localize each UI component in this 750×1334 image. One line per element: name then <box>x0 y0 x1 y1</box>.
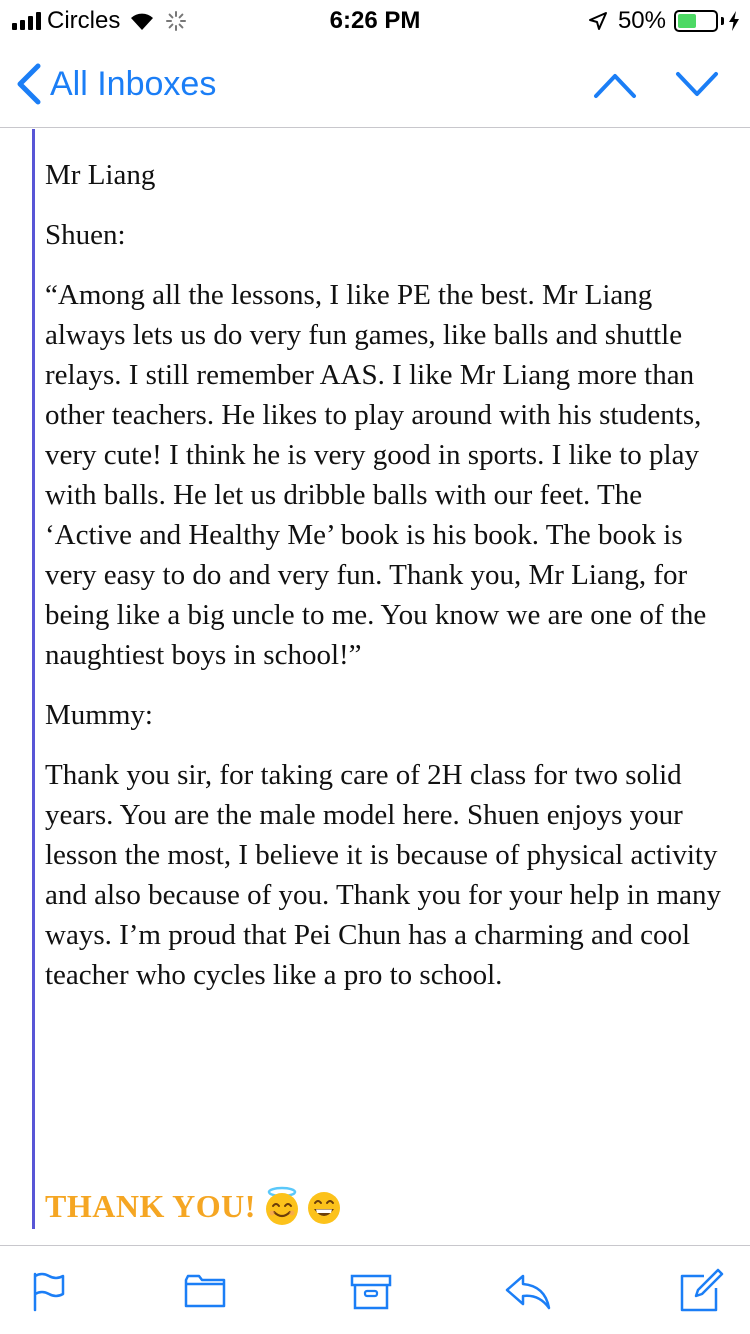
quote-bar <box>32 129 35 1229</box>
carrier-name: Circles <box>47 7 121 34</box>
smiling-face-with-halo-icon <box>262 1186 302 1226</box>
back-button[interactable] <box>14 62 216 106</box>
compose-icon <box>678 1268 724 1314</box>
reply-button[interactable] <box>505 1268 551 1314</box>
status-bar <box>0 0 750 40</box>
bottom-toolbar <box>0 1245 750 1334</box>
addressee: Mr Liang <box>45 159 156 191</box>
location-arrow-icon <box>588 11 608 31</box>
archive-button[interactable] <box>348 1268 394 1314</box>
navigation-bar <box>0 40 750 128</box>
battery-fill <box>678 14 696 28</box>
flag-button[interactable] <box>27 1268 73 1314</box>
folder-icon <box>182 1268 228 1314</box>
speaker-label-mummy: Mummy: <box>45 699 153 731</box>
mummy-paragraph: Thank you sir, for taking care of 2H class for two solid years. You are the male model here. Shuen enjoys your lesson the most, I believe it is because of physical activity and also because of you. Thank you for your help in many ways. I’m proud that Pei Chun has a charming and cool teacher who cycles like a pro to school. <box>45 759 721 991</box>
battery-icon <box>674 10 718 32</box>
chevron-up-icon[interactable] <box>590 64 640 104</box>
back-label: All Inboxes <box>50 64 217 103</box>
message-content[interactable] <box>0 129 750 1245</box>
flag-icon <box>27 1268 73 1314</box>
chevron-down-icon[interactable] <box>672 64 722 104</box>
archive-icon <box>348 1268 394 1314</box>
chevron-left-icon <box>14 62 42 106</box>
quote-paragraph: “Among all the lessons, I like PE the best. Mr Liang always lets us do very fun games, like balls and shuttle relays. I still remember AAS. I like Mr Liang more than other teachers. He likes to play around with his students, very cute! I think he is very good in sports. I like to play with balls. He let us dribble balls with our feet. The ‘Active and Healthy Me’ book is his book. The book is very easy to do and very fun. Thank you, Mr Liang, for being like a big uncle to me. You know we are one of the naughtiest boys in school!” <box>45 279 707 671</box>
reply-icon <box>505 1268 551 1314</box>
thank-you-line <box>45 1181 344 1231</box>
speaker-label-shuen: Shuen: <box>45 219 126 251</box>
battery-percent: 50% <box>617 7 666 34</box>
message-body <box>45 155 735 1015</box>
status-right <box>588 7 740 35</box>
move-to-folder-button[interactable] <box>182 1268 228 1314</box>
grinning-face-icon <box>304 1186 344 1226</box>
thank-you-text: THANK YOU! <box>45 1187 256 1224</box>
charging-bolt-icon <box>728 11 740 31</box>
status-time: 6:26 PM <box>329 7 421 34</box>
battery-cap <box>721 17 724 25</box>
compose-button[interactable] <box>678 1268 724 1314</box>
